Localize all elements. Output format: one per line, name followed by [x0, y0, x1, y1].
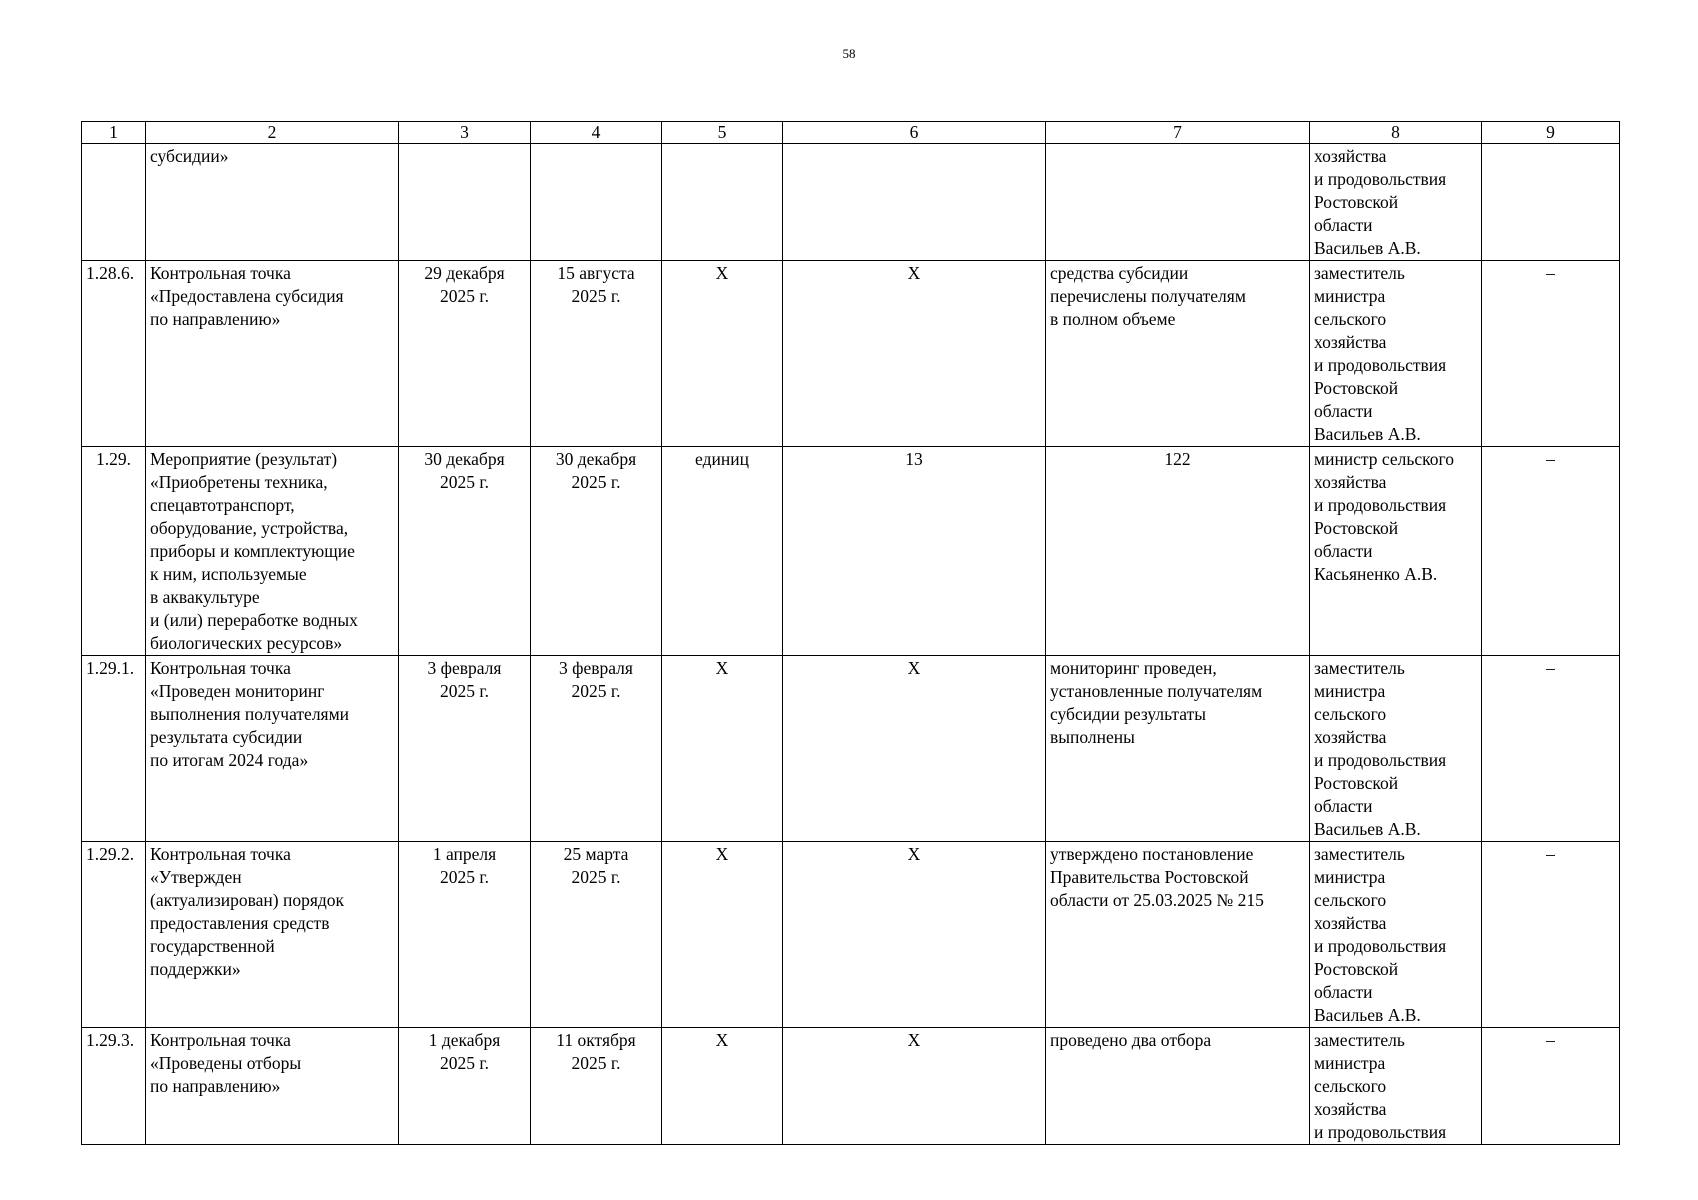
plan-value-cell — [783, 144, 1046, 261]
planned-date-cell — [399, 144, 531, 261]
result-cell: проведено два отбора — [1046, 1028, 1310, 1145]
column-header: 6 — [783, 122, 1046, 144]
note-cell: – — [1482, 656, 1620, 842]
table-row — [82, 447, 1620, 656]
planned-date-cell: 30 декабря 2025 г. — [399, 447, 531, 656]
page-number: 58 — [842, 46, 856, 61]
responsible-cell: заместитель министра сельского хозяйства и продовольствия Ростовской области Васильев А.В. — [1310, 261, 1482, 447]
responsible-cell: заместитель министра сельского хозяйства и продовольствия Ростовской области Васильев А.В. — [1310, 842, 1482, 1028]
actual-date-cell: 15 августа 2025 г. — [531, 261, 662, 447]
column-header: 8 — [1310, 122, 1482, 144]
unit-cell: Х — [662, 1028, 783, 1145]
table-row — [82, 656, 1620, 842]
plan-value-cell: Х — [783, 1028, 1046, 1145]
column-header: 9 — [1482, 122, 1620, 144]
table-row — [82, 261, 1620, 447]
column-header: 7 — [1046, 122, 1310, 144]
planned-date-cell: 1 декабря 2025 г. — [399, 1028, 531, 1145]
responsible-cell: заместитель министра сельского хозяйства и продовольствия Ростовской области Васильев А.В. — [1310, 656, 1482, 842]
actual-date-cell: 30 декабря 2025 г. — [531, 447, 662, 656]
report-table — [81, 121, 1620, 1145]
plan-value-cell: Х — [783, 261, 1046, 447]
unit-cell: Х — [662, 842, 783, 1028]
planned-date-cell: 3 февраля 2025 г. — [399, 656, 531, 842]
result-cell — [1046, 144, 1310, 261]
responsible-cell: хозяйства и продовольствия Ростовской области Васильев А.В. — [1310, 144, 1482, 261]
responsible-cell: заместитель министра сельского хозяйства и продовольствия — [1310, 1028, 1482, 1145]
actual-date-cell — [531, 144, 662, 261]
planned-date-cell: 1 апреля 2025 г. — [399, 842, 531, 1028]
result-cell: 122 — [1046, 447, 1310, 656]
column-header: 5 — [662, 122, 783, 144]
column-number-row — [82, 122, 1620, 144]
actual-date-cell: 11 октября 2025 г. — [531, 1028, 662, 1145]
result-cell: мониторинг проведен, установленные получателям субсидии результаты выполнены — [1046, 656, 1310, 842]
row-number-cell: 1.29.2. — [82, 842, 146, 1028]
unit-cell: Х — [662, 656, 783, 842]
note-cell: – — [1482, 447, 1620, 656]
name-cell: субсидии» — [146, 144, 399, 261]
name-cell: Мероприятие (результат) «Приобретены техника, спецавтотранспорт, оборудование, устройства, приборы и комплектующие к ним, используемые в аквакультуре и (или) переработке водных биологических ресурсов» — [146, 447, 399, 656]
note-cell — [1482, 144, 1620, 261]
column-header: 2 — [146, 122, 399, 144]
note-cell: – — [1482, 842, 1620, 1028]
unit-cell — [662, 144, 783, 261]
table-row — [82, 842, 1620, 1028]
table-row — [82, 1028, 1620, 1145]
actual-date-cell: 25 марта 2025 г. — [531, 842, 662, 1028]
result-cell: утверждено постановление Правительства Ростовской области от 25.03.2025 № 215 — [1046, 842, 1310, 1028]
column-header: 3 — [399, 122, 531, 144]
note-cell: – — [1482, 1028, 1620, 1145]
plan-value-cell: Х — [783, 842, 1046, 1028]
plan-value-cell: 13 — [783, 447, 1046, 656]
column-header: 4 — [531, 122, 662, 144]
name-cell: Контрольная точка «Предоставлена субсидия по направлению» — [146, 261, 399, 447]
unit-cell: Х — [662, 261, 783, 447]
note-cell: – — [1482, 261, 1620, 447]
name-cell: Контрольная точка «Проведен мониторинг выполнения получателями результата субсидии по итогам 2024 года» — [146, 656, 399, 842]
name-cell: Контрольная точка «Утвержден (актуализирован) порядок предоставления средств государственной поддержки» — [146, 842, 399, 1028]
result-cell: средства субсидии перечислены получателям в полном объеме — [1046, 261, 1310, 447]
row-number-cell — [82, 144, 146, 261]
responsible-cell: министр сельского хозяйства и продовольствия Ростовской области Касьяненко А.В. — [1310, 447, 1482, 656]
actual-date-cell: 3 февраля 2025 г. — [531, 656, 662, 842]
row-number-cell: 1.29. — [82, 447, 146, 656]
plan-value-cell: Х — [783, 656, 1046, 842]
row-number-cell: 1.29.3. — [82, 1028, 146, 1145]
column-header: 1 — [82, 122, 146, 144]
row-number-cell: 1.28.6. — [82, 261, 146, 447]
unit-cell: единиц — [662, 447, 783, 656]
row-number-cell: 1.29.1. — [82, 656, 146, 842]
table-row — [82, 144, 1620, 261]
planned-date-cell: 29 декабря 2025 г. — [399, 261, 531, 447]
name-cell: Контрольная точка «Проведены отборы по направлению» — [146, 1028, 399, 1145]
